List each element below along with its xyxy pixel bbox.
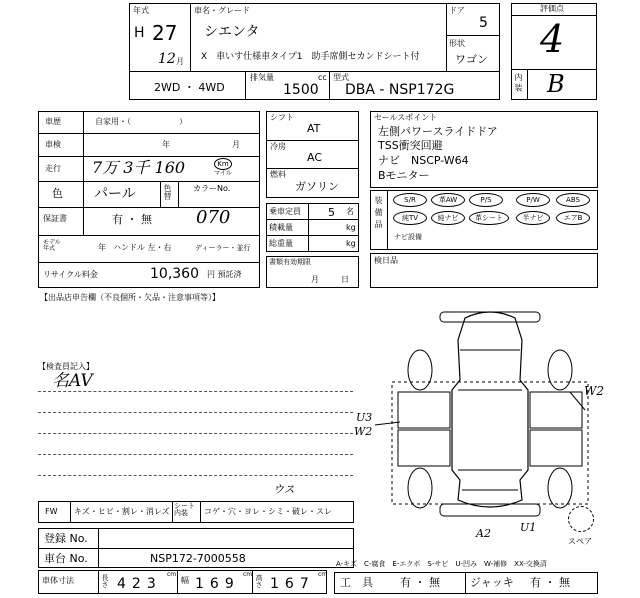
equip-tv: 純TV <box>393 211 427 225</box>
capacity-value: 5 <box>328 206 335 219</box>
jack-label: ジャッキ <box>470 576 514 589</box>
mileage-value: 7万 3千 160 <box>92 158 186 177</box>
model-year-label: モデル年式 <box>43 239 61 252</box>
sales-point-4: Bモニター <box>378 169 430 182</box>
mark-a2: A2 <box>476 527 491 540</box>
capacity-label: 乗車定員 <box>269 207 301 216</box>
equip-ps: P/S <box>469 193 503 207</box>
displacement-value: 1500 <box>283 82 319 98</box>
mark-w2-right: W2 <box>584 384 604 398</box>
color-change-label: 色替 <box>163 184 172 200</box>
rating-score: 4 <box>540 17 565 61</box>
doc-day: 日 <box>341 275 349 284</box>
seller-notes-label: 【出品店申告欄（不良個所・欠品・注意事項等）】 <box>40 293 220 302</box>
mile-label: マイル <box>214 170 232 177</box>
fw-values: キズ・ヒビ・割レ・消レズ <box>74 507 170 516</box>
sales-point-2: TSS衝突回避 <box>378 139 443 152</box>
equip-airbag: エアB <box>556 211 590 225</box>
cc-label: cc <box>318 73 327 82</box>
jack-value: 有 ・ 無 <box>530 576 570 589</box>
size-label: 車体寸法 <box>42 576 74 585</box>
height-value: 167 <box>270 576 315 592</box>
load-unit: kg <box>346 223 356 232</box>
ac-label: 冷房 <box>270 142 286 151</box>
color-no-label: カラーNo. <box>193 184 231 193</box>
drive: 2WD ・ 4WD <box>154 81 225 94</box>
seat-label: シート内装 <box>174 502 195 517</box>
tools-value: 有 ・ 無 <box>400 576 440 589</box>
history-value: 自家用・（ ） <box>95 117 187 126</box>
era: H <box>134 25 145 41</box>
interior-value: B <box>547 70 565 98</box>
ac-value: AC <box>307 151 323 164</box>
gross-label: 総重量 <box>269 239 293 248</box>
door-label: ドア <box>449 6 465 15</box>
model-year-unit: 年 <box>98 243 106 252</box>
fuel-label: 燃料 <box>270 170 286 179</box>
rating-label: 評価点 <box>540 4 564 13</box>
mark-u3: U3 <box>356 411 373 424</box>
fw-label: FW <box>45 507 58 516</box>
inspection-year: 年 <box>162 140 170 149</box>
mileage-label: 走行 <box>45 164 61 173</box>
equip-navi: 純ナビ <box>431 211 465 225</box>
equip-half-navi: 半ナビ <box>516 211 550 225</box>
warranty-label: 保証書 <box>43 214 67 223</box>
sales-point-3: ナビ NSCP-W64 <box>378 154 469 167</box>
divider <box>527 69 528 100</box>
grade: X 車いす仕様車タイプ1 助手席側セカンドシート付 <box>201 52 420 62</box>
fuel-value: ガソリン <box>295 180 339 193</box>
divider <box>446 3 447 72</box>
year-label: 年式 <box>133 6 149 15</box>
month-unit: 月 <box>176 57 184 66</box>
doc-label: 書類有効期限 <box>269 258 311 266</box>
mark-w2-left: W2 <box>354 425 373 438</box>
doc-month: 月 <box>311 275 319 284</box>
damage-legend: A-キズ C-腐食 E-エクボ S-サビ U-凹み W-補修 XX-交換済 <box>336 560 547 568</box>
reg-label: 登録 No. <box>44 532 88 545</box>
length-label: 長さ <box>101 574 109 588</box>
inspection-box-label: 検日品 <box>374 256 398 265</box>
shift-value: AT <box>307 122 321 135</box>
equip-leather-aw: 革AW <box>431 193 465 207</box>
load-label: 積載量 <box>269 223 293 232</box>
recycle-amount: 10,360 <box>150 266 199 282</box>
equip-pw: P/W <box>516 193 550 207</box>
equipment-label: 装備品 <box>374 196 383 232</box>
chassis-value: NSP172-7000558 <box>150 552 246 565</box>
color-no-value: 070 <box>196 207 231 228</box>
car-name: シエンタ <box>204 24 260 40</box>
inspection-items-box <box>370 253 598 288</box>
height-cm: cm <box>318 571 328 578</box>
equip-sr: S/R <box>393 193 427 207</box>
year-value: 27 <box>152 21 178 45</box>
navi-label: ナビ設備 <box>394 233 422 241</box>
dealer-label: ディーラー・並行 <box>195 244 251 252</box>
divider <box>329 71 330 100</box>
model-label: 型式 <box>333 73 349 82</box>
length-cm: cm <box>167 571 177 578</box>
vehicle-damage-diagram <box>370 300 630 530</box>
color-label: 色 <box>52 187 63 200</box>
height-label: 高さ <box>255 574 263 588</box>
gross-unit: kg <box>346 239 356 248</box>
model-code: DBA - NSP172G <box>345 82 455 98</box>
mark-u1: U1 <box>520 521 537 534</box>
door-value: 5 <box>479 15 488 31</box>
divider <box>190 3 191 72</box>
recycle-label: リサイクル料金 <box>43 270 98 279</box>
capacity-unit: 名 <box>346 207 354 216</box>
width-value: 169 <box>195 576 240 592</box>
divider <box>245 71 246 100</box>
tools-label: 工 具 <box>340 576 373 589</box>
seat-note: ウス <box>273 483 295 496</box>
history-label: 車歴 <box>45 117 61 126</box>
handle-label: ハンドル 左・右 <box>113 243 172 252</box>
equip-abs: ABS <box>556 193 590 207</box>
recycle-unit: 円 預託済 <box>207 270 242 279</box>
spare-label: スペア <box>568 537 592 546</box>
month-value: 12 <box>158 51 176 67</box>
equip-leather-seat: 革シート <box>469 211 509 225</box>
width-cm: cm <box>243 571 253 578</box>
width-label: 幅 <box>181 576 189 585</box>
inspector-note: 名AV <box>52 371 93 391</box>
shape-label: 形状 <box>449 39 465 48</box>
displacement-label: 排気量 <box>250 73 274 82</box>
warranty-value: 有 ・ 無 <box>112 213 152 226</box>
shift-label: シフト <box>270 113 294 122</box>
inspection-label: 車検 <box>45 140 61 149</box>
sales-label: セールスポイント <box>374 113 438 122</box>
shape-value: ワゴン <box>455 53 488 66</box>
inspector-notes-label: 【検査員記入】 <box>38 362 94 371</box>
divider <box>129 71 500 72</box>
inspection-month: 月 <box>232 140 240 149</box>
interior-label: 内 装 <box>514 73 523 92</box>
divider <box>446 35 500 36</box>
km-circle: Km <box>214 158 232 170</box>
length-value: 423 <box>117 576 162 592</box>
color-value: パール <box>94 186 136 202</box>
name-label: 車名・グレード <box>194 6 250 15</box>
divider <box>511 15 597 16</box>
seat-values: コゲ・穴・ヨレ・シミ・破レ・スレ <box>204 507 332 516</box>
sales-point-1: 左側パワースライドドア <box>378 125 498 138</box>
chassis-label: 車台 No. <box>44 552 88 565</box>
spare-tire-icon <box>568 506 594 532</box>
